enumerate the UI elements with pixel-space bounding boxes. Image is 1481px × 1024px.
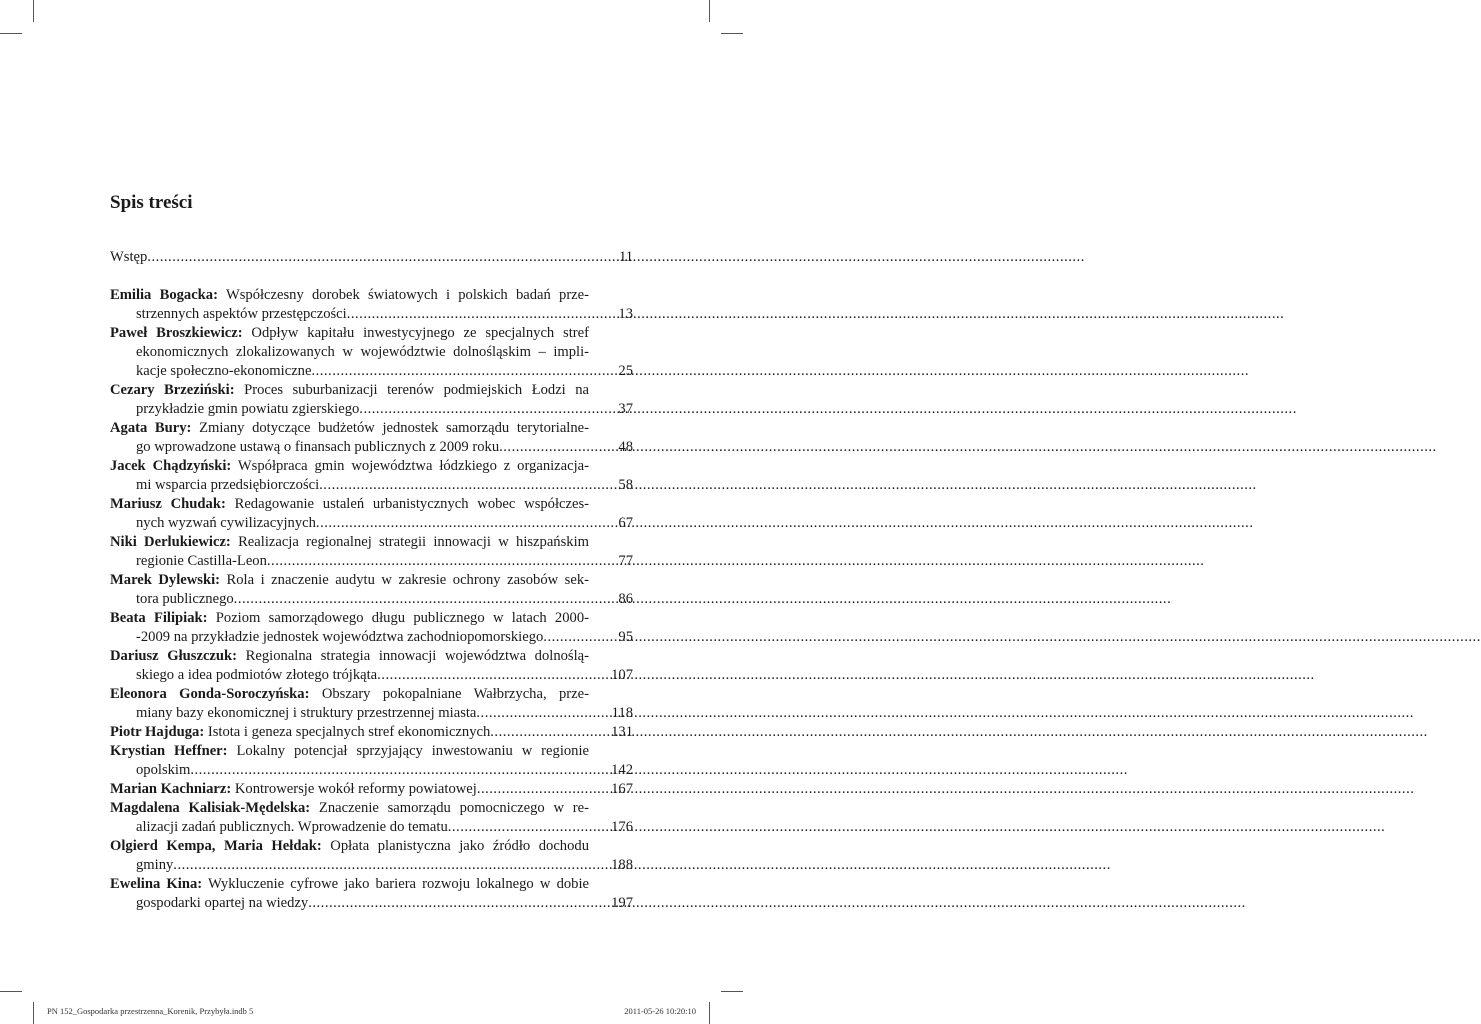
toc-entry-title-line: Proces suburbanizacji terenów podmiejskich Łodzi na — [244, 382, 589, 398]
dot-leader — [499, 438, 1437, 457]
toc-entry-title-line: ekonomicznych zlokalizowanych w województwie dolnośląskim – impli- — [136, 344, 589, 360]
toc-author: Niki Derlukiewicz: — [110, 534, 231, 550]
toc-page-number: 197 — [611, 895, 633, 911]
toc-entry-title-line: tora publicznego — [136, 591, 234, 607]
toc-entry[interactable] — [110, 419, 633, 457]
toc-entry[interactable] — [110, 799, 633, 837]
toc-author: Ewelina Kina: — [110, 876, 203, 892]
toc-author: Piotr Hajduga: — [110, 724, 205, 740]
toc-entry-title-line: kacje społeczno-ekonomiczne — [136, 363, 312, 379]
toc-entry-title-line: Obszary pokopalniane Wałbrzycha, prze- — [321, 686, 589, 702]
toc-entry[interactable] — [110, 685, 633, 723]
crop-mark — [709, 1002, 710, 1024]
toc-page-number: 131 — [611, 724, 633, 740]
toc-page-number: 67 — [618, 515, 633, 531]
toc-entry[interactable] — [110, 780, 633, 799]
crop-mark — [0, 33, 22, 34]
print-footer-file: PN 152_Gospodarka przestrzenna_Korenik, Przybyła.indb 5 — [47, 1006, 254, 1016]
toc-page-number: 13 — [618, 306, 633, 322]
toc-entry-title-line: Opłata planistyczna jako źródło dochodu — [330, 838, 589, 854]
dot-leader — [448, 818, 1386, 837]
toc-author: Dariusz Głuszczuk: — [110, 648, 238, 664]
crop-mark — [709, 0, 710, 22]
toc-entry[interactable] — [110, 723, 633, 742]
toc-entry-title-line: miany bazy ekonomicznej i struktury przestrzennej miasta — [136, 705, 477, 721]
toc-entry[interactable] — [110, 533, 633, 571]
toc-entry-title-line: Redagowanie ustaleń urbanistycznych wobec współczes- — [234, 496, 590, 512]
toc-entry-title-line: Lokalny potencjał sprzyjający inwestowaniu w regionie — [236, 743, 589, 759]
toc-entry-title-line: Współczesny dorobek światowych i polskich badań prze- — [225, 287, 589, 303]
toc-entry[interactable] — [110, 647, 633, 685]
toc-page-number: 77 — [618, 553, 633, 569]
toc-page-number: 86 — [618, 591, 633, 607]
toc-entry-title-line: Współpraca gmin województwa łódzkiego z organizacja- — [237, 458, 590, 474]
toc-page-number: 37 — [618, 401, 633, 417]
toc-page-number: 142 — [611, 762, 633, 778]
toc-entry[interactable] — [110, 324, 633, 381]
toc-page-number: 48 — [618, 439, 633, 455]
toc-entries — [110, 286, 633, 913]
toc-entry-title-line: Rola i znaczenie audytu w zakresie ochrony zasobów sek- — [226, 572, 589, 588]
dot-leader — [543, 628, 1481, 647]
toc-entry-title-line: Regionalna strategia innowacji województwa dolnoślą- — [245, 648, 589, 664]
dot-leader — [377, 666, 1315, 685]
crop-mark — [33, 0, 34, 22]
toc-page-number: 25 — [618, 363, 633, 379]
toc-entry-title-line: Odpływ kapitału inwestycyjnego ze specjalnych stref — [251, 325, 589, 341]
toc-page-number: 11 — [618, 249, 633, 265]
toc-author: Agata Bury: — [110, 420, 192, 436]
dot-leader — [173, 856, 1111, 875]
toc-entry-title-line: Zmiany dotyczące budżetów jednostek samorządu terytorialne- — [199, 420, 589, 436]
toc-entry-title-line: skiego a idea podmiotów złotego trójkąta — [136, 667, 378, 683]
dot-leader — [319, 476, 1257, 495]
toc-entry-title-line: Istota i geneza specjalnych stref ekonomicznych — [207, 724, 491, 740]
toc-entry[interactable] — [110, 837, 633, 875]
crop-mark — [721, 991, 743, 992]
crop-mark — [0, 991, 22, 992]
toc-entry[interactable] — [110, 457, 633, 495]
toc-entry-title-line: gminy — [136, 857, 174, 873]
toc-entry[interactable] — [110, 571, 633, 609]
toc-author: Mariusz Chudak: — [110, 496, 226, 512]
toc-entry-title-line: Wykluczenie cyfrowe jako bariera rozwoju lokalnego w dobie — [208, 876, 589, 892]
toc-entry[interactable] — [110, 286, 633, 324]
dot-leader — [267, 552, 1205, 571]
toc-entry[interactable] — [110, 742, 633, 780]
dot-leader — [316, 514, 1254, 533]
toc-entry-title-line: strzennych aspektów przestępczości — [136, 306, 347, 322]
table-of-contents — [110, 248, 633, 913]
dot-leader — [234, 590, 1172, 609]
toc-page-number: 188 — [611, 857, 633, 873]
toc-entry-intro[interactable] — [110, 248, 633, 267]
toc-entry-title-line: -2009 na przykładzie jednostek województwa zachodniopomorskiego — [136, 629, 544, 645]
toc-entry-title-line: opolskim — [136, 762, 191, 778]
toc-entry[interactable] — [110, 495, 633, 533]
toc-entry-title-line: gospodarki opartej na wiedzy — [136, 895, 309, 911]
toc-author: Cezary Brzeziński: — [110, 382, 235, 398]
dot-leader — [190, 761, 1128, 780]
toc-entry-title-line: go wprowadzone ustawą o finansach publicznych z 2009 roku — [136, 439, 500, 455]
toc-author: Olgierd Kempa, Maria Hełdak: — [110, 838, 322, 854]
toc-entry-title-line: regionie Castilla-Leon — [136, 553, 267, 569]
toc-page-number: 118 — [611, 705, 633, 721]
toc-author: Marian Kachniarz: — [110, 781, 232, 797]
toc-entry-title-line: alizacji zadań publicznych. Wprowadzenie do tematu — [136, 819, 448, 835]
toc-entry-title: Wstęp — [110, 249, 148, 265]
crop-mark — [721, 33, 743, 34]
toc-entry-title-line: przykładzie gmin powiatu zgierskiego — [136, 401, 360, 417]
toc-author: Beata Filipiak: — [110, 610, 208, 626]
dot-leader — [347, 305, 1285, 324]
toc-page-number: 107 — [611, 667, 633, 683]
print-footer-timestamp: 2011-05-26 10:20:10 — [624, 1006, 696, 1016]
toc-entry-title-line: nych wyzwań cywilizacyjnych — [136, 515, 316, 531]
toc-entry-title-line: Poziom samorządowego długu publicznego w latach 2000- — [215, 610, 589, 626]
toc-author: Magdalena Kalisiak-Mędelska: — [110, 800, 311, 816]
toc-author: Marek Dylewski: — [110, 572, 221, 588]
toc-entry-title-line: mi wsparcia przedsiębiorczości — [136, 477, 320, 493]
toc-entry[interactable] — [110, 381, 633, 419]
toc-page-number: 58 — [618, 477, 633, 493]
dot-leader — [308, 894, 1246, 913]
toc-author: Emilia Bogacka: — [110, 287, 218, 303]
toc-page-number: 95 — [618, 629, 633, 645]
toc-page-number: 167 — [611, 781, 633, 797]
toc-page-number: 176 — [611, 819, 633, 835]
dot-leader — [311, 362, 1249, 381]
toc-entry[interactable] — [110, 609, 633, 647]
crop-mark — [33, 1002, 34, 1024]
dot-leader — [359, 400, 1297, 419]
toc-author: Krystian Heffner: — [110, 743, 228, 759]
page-title: Spis treści — [110, 192, 193, 213]
toc-entry[interactable] — [110, 875, 633, 913]
toc-entry-title-line: Znaczenie samorządu pomocniczego w re- — [318, 800, 589, 816]
toc-author: Jacek Chądzyński: — [110, 458, 232, 474]
toc-author: Paweł Broszkiewicz: — [110, 325, 243, 341]
toc-entry-title-line: Realizacja regionalnej strategii innowacji w hiszpańskim — [238, 534, 589, 550]
toc-entry-title-line: Kontrowersje wokół reformy powiatowej — [234, 781, 477, 797]
toc-author: Eleonora Gonda-Soroczyńska: — [110, 686, 310, 702]
